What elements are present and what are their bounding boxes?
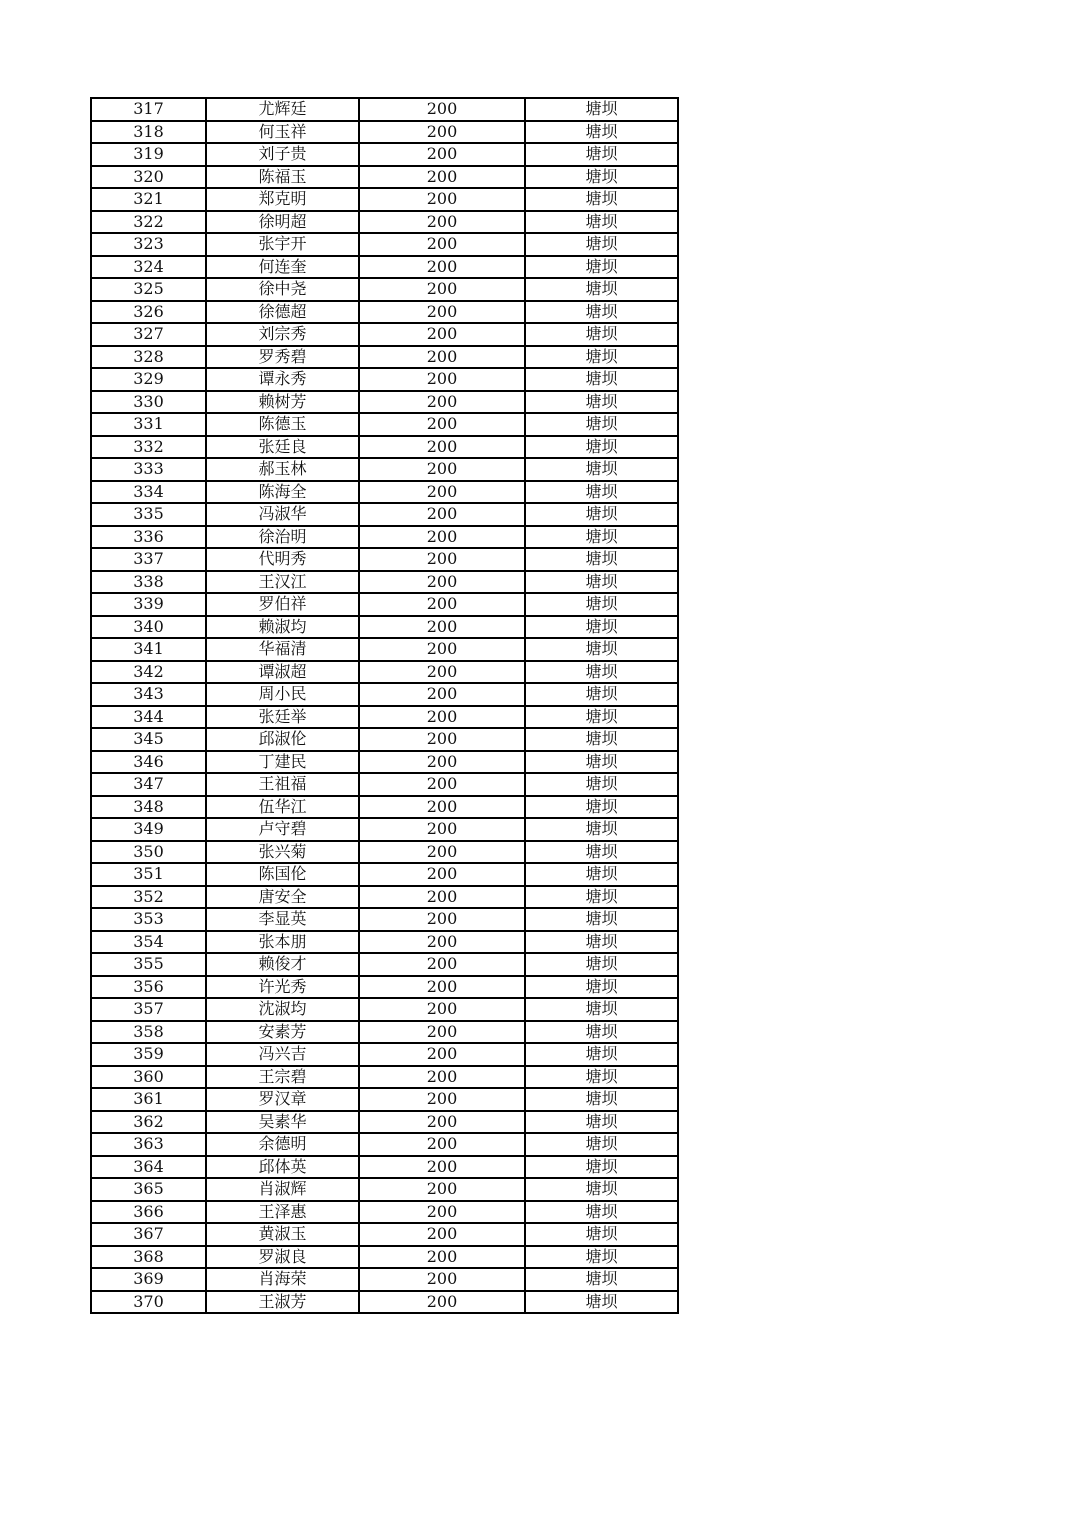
table-row xyxy=(91,98,678,121)
cell-name: 张宇开 xyxy=(206,233,359,256)
table-row xyxy=(91,503,678,526)
cell-amount: 200 xyxy=(359,728,525,751)
cell-number: 340 xyxy=(91,616,206,639)
cell-amount: 200 xyxy=(359,661,525,684)
table-row xyxy=(91,121,678,144)
cell-number: 328 xyxy=(91,346,206,369)
table-row xyxy=(91,638,678,661)
cell-amount: 200 xyxy=(359,1268,525,1291)
cell-amount: 200 xyxy=(359,908,525,931)
cell-name: 华福清 xyxy=(206,638,359,661)
cell-location: 塘坝 xyxy=(525,256,678,279)
table-row xyxy=(91,458,678,481)
cell-name: 王泽惠 xyxy=(206,1201,359,1224)
cell-name: 安素芳 xyxy=(206,1021,359,1044)
cell-location: 塘坝 xyxy=(525,908,678,931)
cell-amount: 200 xyxy=(359,818,525,841)
cell-number: 331 xyxy=(91,413,206,436)
cell-amount: 200 xyxy=(359,751,525,774)
cell-location: 塘坝 xyxy=(525,391,678,414)
cell-amount: 200 xyxy=(359,391,525,414)
cell-number: 351 xyxy=(91,863,206,886)
cell-number: 325 xyxy=(91,278,206,301)
cell-name: 何玉祥 xyxy=(206,121,359,144)
table-row xyxy=(91,1111,678,1134)
cell-amount: 200 xyxy=(359,886,525,909)
cell-number: 317 xyxy=(91,98,206,121)
cell-amount: 200 xyxy=(359,1201,525,1224)
cell-location: 塘坝 xyxy=(525,481,678,504)
cell-number: 344 xyxy=(91,706,206,729)
cell-number: 330 xyxy=(91,391,206,414)
cell-name: 张廷良 xyxy=(206,436,359,459)
cell-location: 塘坝 xyxy=(525,571,678,594)
table-row xyxy=(91,1178,678,1201)
cell-number: 332 xyxy=(91,436,206,459)
cell-number: 338 xyxy=(91,571,206,594)
table-row xyxy=(91,863,678,886)
cell-location: 塘坝 xyxy=(525,1021,678,1044)
cell-name: 徐明超 xyxy=(206,211,359,234)
table-row xyxy=(91,278,678,301)
table-row xyxy=(91,256,678,279)
cell-number: 348 xyxy=(91,796,206,819)
cell-location: 塘坝 xyxy=(525,1088,678,1111)
cell-name: 罗淑良 xyxy=(206,1246,359,1269)
cell-name: 尤辉廷 xyxy=(206,98,359,121)
table-row xyxy=(91,661,678,684)
cell-number: 350 xyxy=(91,841,206,864)
cell-location: 塘坝 xyxy=(525,863,678,886)
cell-number: 361 xyxy=(91,1088,206,1111)
table-row xyxy=(91,1246,678,1269)
cell-location: 塘坝 xyxy=(525,1268,678,1291)
table-row xyxy=(91,323,678,346)
table-row xyxy=(91,481,678,504)
cell-amount: 200 xyxy=(359,571,525,594)
data-table xyxy=(90,97,679,1314)
cell-amount: 200 xyxy=(359,953,525,976)
cell-amount: 200 xyxy=(359,593,525,616)
table-row xyxy=(91,773,678,796)
cell-location: 塘坝 xyxy=(525,661,678,684)
cell-location: 塘坝 xyxy=(525,1066,678,1089)
table-row xyxy=(91,166,678,189)
cell-amount: 200 xyxy=(359,233,525,256)
cell-name: 王汉江 xyxy=(206,571,359,594)
table-row xyxy=(91,1223,678,1246)
cell-location: 塘坝 xyxy=(525,1178,678,1201)
cell-name: 陈海全 xyxy=(206,481,359,504)
cell-name: 徐中尧 xyxy=(206,278,359,301)
cell-amount: 200 xyxy=(359,683,525,706)
table-row xyxy=(91,616,678,639)
table-row xyxy=(91,188,678,211)
cell-location: 塘坝 xyxy=(525,1133,678,1156)
cell-amount: 200 xyxy=(359,458,525,481)
table-row xyxy=(91,143,678,166)
cell-location: 塘坝 xyxy=(525,1156,678,1179)
cell-number: 336 xyxy=(91,526,206,549)
cell-location: 塘坝 xyxy=(525,458,678,481)
table-row xyxy=(91,841,678,864)
cell-amount: 200 xyxy=(359,863,525,886)
cell-name: 陈德玉 xyxy=(206,413,359,436)
cell-name: 周小民 xyxy=(206,683,359,706)
cell-amount: 200 xyxy=(359,1111,525,1134)
cell-name: 刘宗秀 xyxy=(206,323,359,346)
cell-name: 徐治明 xyxy=(206,526,359,549)
table-row xyxy=(91,436,678,459)
table-row xyxy=(91,391,678,414)
cell-location: 塘坝 xyxy=(525,1201,678,1224)
cell-name: 郝玉林 xyxy=(206,458,359,481)
table-row xyxy=(91,1021,678,1044)
cell-location: 塘坝 xyxy=(525,188,678,211)
table-row xyxy=(91,796,678,819)
cell-location: 塘坝 xyxy=(525,706,678,729)
table-row xyxy=(91,571,678,594)
cell-number: 345 xyxy=(91,728,206,751)
cell-name: 谭淑超 xyxy=(206,661,359,684)
cell-number: 362 xyxy=(91,1111,206,1134)
cell-number: 354 xyxy=(91,931,206,954)
cell-amount: 200 xyxy=(359,526,525,549)
cell-amount: 200 xyxy=(359,1246,525,1269)
cell-name: 邱体英 xyxy=(206,1156,359,1179)
cell-amount: 200 xyxy=(359,638,525,661)
table-row xyxy=(91,526,678,549)
cell-number: 341 xyxy=(91,638,206,661)
cell-name: 陈福玉 xyxy=(206,166,359,189)
cell-name: 罗秀碧 xyxy=(206,346,359,369)
cell-number: 337 xyxy=(91,548,206,571)
cell-amount: 200 xyxy=(359,1021,525,1044)
cell-amount: 200 xyxy=(359,368,525,391)
cell-number: 342 xyxy=(91,661,206,684)
cell-location: 塘坝 xyxy=(525,818,678,841)
cell-name: 罗伯祥 xyxy=(206,593,359,616)
data-sheet xyxy=(90,97,679,1314)
table-row xyxy=(91,413,678,436)
cell-number: 319 xyxy=(91,143,206,166)
cell-number: 366 xyxy=(91,1201,206,1224)
cell-location: 塘坝 xyxy=(525,1043,678,1066)
cell-location: 塘坝 xyxy=(525,751,678,774)
cell-name: 丁建民 xyxy=(206,751,359,774)
cell-number: 327 xyxy=(91,323,206,346)
cell-location: 塘坝 xyxy=(525,323,678,346)
cell-location: 塘坝 xyxy=(525,436,678,459)
cell-amount: 200 xyxy=(359,1133,525,1156)
cell-number: 364 xyxy=(91,1156,206,1179)
cell-number: 369 xyxy=(91,1268,206,1291)
table-row xyxy=(91,301,678,324)
cell-location: 塘坝 xyxy=(525,773,678,796)
cell-amount: 200 xyxy=(359,143,525,166)
cell-location: 塘坝 xyxy=(525,1291,678,1314)
table-row xyxy=(91,706,678,729)
table-row xyxy=(91,1291,678,1314)
cell-location: 塘坝 xyxy=(525,886,678,909)
cell-location: 塘坝 xyxy=(525,526,678,549)
cell-number: 347 xyxy=(91,773,206,796)
cell-number: 322 xyxy=(91,211,206,234)
cell-number: 349 xyxy=(91,818,206,841)
cell-location: 塘坝 xyxy=(525,638,678,661)
cell-name: 许光秀 xyxy=(206,976,359,999)
cell-amount: 200 xyxy=(359,166,525,189)
cell-number: 318 xyxy=(91,121,206,144)
cell-number: 343 xyxy=(91,683,206,706)
cell-name: 伍华江 xyxy=(206,796,359,819)
cell-amount: 200 xyxy=(359,481,525,504)
cell-number: 367 xyxy=(91,1223,206,1246)
cell-location: 塘坝 xyxy=(525,616,678,639)
cell-name: 黄淑玉 xyxy=(206,1223,359,1246)
cell-name: 李显英 xyxy=(206,908,359,931)
cell-name: 郑克明 xyxy=(206,188,359,211)
cell-location: 塘坝 xyxy=(525,841,678,864)
cell-number: 335 xyxy=(91,503,206,526)
cell-name: 卢守碧 xyxy=(206,818,359,841)
table-row xyxy=(91,908,678,931)
cell-number: 360 xyxy=(91,1066,206,1089)
cell-location: 塘坝 xyxy=(525,278,678,301)
cell-amount: 200 xyxy=(359,323,525,346)
cell-name: 邱淑伦 xyxy=(206,728,359,751)
cell-number: 359 xyxy=(91,1043,206,1066)
cell-location: 塘坝 xyxy=(525,1111,678,1134)
cell-number: 324 xyxy=(91,256,206,279)
cell-location: 塘坝 xyxy=(525,503,678,526)
table-row xyxy=(91,1088,678,1111)
cell-number: 358 xyxy=(91,1021,206,1044)
cell-amount: 200 xyxy=(359,1043,525,1066)
cell-amount: 200 xyxy=(359,1088,525,1111)
cell-number: 326 xyxy=(91,301,206,324)
cell-number: 329 xyxy=(91,368,206,391)
table-row xyxy=(91,346,678,369)
cell-number: 370 xyxy=(91,1291,206,1314)
cell-name: 罗汉章 xyxy=(206,1088,359,1111)
cell-name: 何连奎 xyxy=(206,256,359,279)
cell-location: 塘坝 xyxy=(525,931,678,954)
cell-amount: 200 xyxy=(359,1291,525,1314)
table-row xyxy=(91,1156,678,1179)
cell-name: 赖俊才 xyxy=(206,953,359,976)
cell-amount: 200 xyxy=(359,256,525,279)
cell-amount: 200 xyxy=(359,436,525,459)
cell-name: 赖淑均 xyxy=(206,616,359,639)
cell-name: 赖树芳 xyxy=(206,391,359,414)
cell-amount: 200 xyxy=(359,931,525,954)
table-row xyxy=(91,818,678,841)
table-row xyxy=(91,998,678,1021)
table-row xyxy=(91,1066,678,1089)
cell-name: 张兴菊 xyxy=(206,841,359,864)
cell-number: 353 xyxy=(91,908,206,931)
cell-name: 徐德超 xyxy=(206,301,359,324)
cell-location: 塘坝 xyxy=(525,683,678,706)
cell-number: 356 xyxy=(91,976,206,999)
cell-number: 355 xyxy=(91,953,206,976)
cell-location: 塘坝 xyxy=(525,98,678,121)
cell-name: 张廷举 xyxy=(206,706,359,729)
cell-amount: 200 xyxy=(359,1156,525,1179)
table-row xyxy=(91,976,678,999)
cell-amount: 200 xyxy=(359,976,525,999)
cell-number: 320 xyxy=(91,166,206,189)
cell-name: 唐安全 xyxy=(206,886,359,909)
cell-name: 陈国伦 xyxy=(206,863,359,886)
cell-amount: 200 xyxy=(359,1223,525,1246)
cell-location: 塘坝 xyxy=(525,953,678,976)
cell-name: 代明秀 xyxy=(206,548,359,571)
table-row xyxy=(91,886,678,909)
cell-number: 334 xyxy=(91,481,206,504)
cell-amount: 200 xyxy=(359,211,525,234)
cell-location: 塘坝 xyxy=(525,301,678,324)
table-row xyxy=(91,548,678,571)
cell-location: 塘坝 xyxy=(525,121,678,144)
cell-amount: 200 xyxy=(359,413,525,436)
cell-amount: 200 xyxy=(359,188,525,211)
cell-number: 352 xyxy=(91,886,206,909)
cell-location: 塘坝 xyxy=(525,548,678,571)
cell-amount: 200 xyxy=(359,773,525,796)
cell-amount: 200 xyxy=(359,1066,525,1089)
cell-name: 王淑芳 xyxy=(206,1291,359,1314)
cell-number: 333 xyxy=(91,458,206,481)
cell-name: 肖淑辉 xyxy=(206,1178,359,1201)
cell-name: 冯淑华 xyxy=(206,503,359,526)
cell-name: 沈淑均 xyxy=(206,998,359,1021)
table-body xyxy=(91,98,678,1313)
cell-name: 谭永秀 xyxy=(206,368,359,391)
cell-amount: 200 xyxy=(359,278,525,301)
cell-location: 塘坝 xyxy=(525,143,678,166)
table-row xyxy=(91,1201,678,1224)
cell-location: 塘坝 xyxy=(525,998,678,1021)
cell-location: 塘坝 xyxy=(525,413,678,436)
cell-amount: 200 xyxy=(359,346,525,369)
cell-name: 余德明 xyxy=(206,1133,359,1156)
table-row xyxy=(91,751,678,774)
cell-name: 王宗碧 xyxy=(206,1066,359,1089)
cell-amount: 200 xyxy=(359,706,525,729)
cell-amount: 200 xyxy=(359,121,525,144)
cell-name: 王祖福 xyxy=(206,773,359,796)
cell-number: 365 xyxy=(91,1178,206,1201)
cell-number: 363 xyxy=(91,1133,206,1156)
cell-amount: 200 xyxy=(359,1178,525,1201)
cell-location: 塘坝 xyxy=(525,166,678,189)
cell-number: 346 xyxy=(91,751,206,774)
table-row xyxy=(91,211,678,234)
cell-name: 冯兴吉 xyxy=(206,1043,359,1066)
cell-name: 吴素华 xyxy=(206,1111,359,1134)
cell-name: 刘子贵 xyxy=(206,143,359,166)
cell-number: 321 xyxy=(91,188,206,211)
cell-amount: 200 xyxy=(359,548,525,571)
cell-location: 塘坝 xyxy=(525,593,678,616)
cell-amount: 200 xyxy=(359,503,525,526)
cell-number: 323 xyxy=(91,233,206,256)
cell-amount: 200 xyxy=(359,796,525,819)
cell-location: 塘坝 xyxy=(525,1246,678,1269)
table-row xyxy=(91,1133,678,1156)
cell-location: 塘坝 xyxy=(525,728,678,751)
cell-amount: 200 xyxy=(359,98,525,121)
table-row xyxy=(91,931,678,954)
table-row xyxy=(91,953,678,976)
cell-amount: 200 xyxy=(359,841,525,864)
cell-amount: 200 xyxy=(359,301,525,324)
cell-location: 塘坝 xyxy=(525,1223,678,1246)
table-row xyxy=(91,1268,678,1291)
table-row xyxy=(91,368,678,391)
table-row xyxy=(91,1043,678,1066)
cell-amount: 200 xyxy=(359,998,525,1021)
cell-location: 塘坝 xyxy=(525,368,678,391)
table-row xyxy=(91,593,678,616)
cell-name: 张本朋 xyxy=(206,931,359,954)
cell-location: 塘坝 xyxy=(525,233,678,256)
cell-location: 塘坝 xyxy=(525,211,678,234)
table-row xyxy=(91,233,678,256)
cell-number: 339 xyxy=(91,593,206,616)
cell-number: 368 xyxy=(91,1246,206,1269)
cell-location: 塘坝 xyxy=(525,976,678,999)
cell-location: 塘坝 xyxy=(525,346,678,369)
cell-location: 塘坝 xyxy=(525,796,678,819)
cell-name: 肖海荣 xyxy=(206,1268,359,1291)
table-row xyxy=(91,683,678,706)
table-row xyxy=(91,728,678,751)
cell-amount: 200 xyxy=(359,616,525,639)
cell-number: 357 xyxy=(91,998,206,1021)
